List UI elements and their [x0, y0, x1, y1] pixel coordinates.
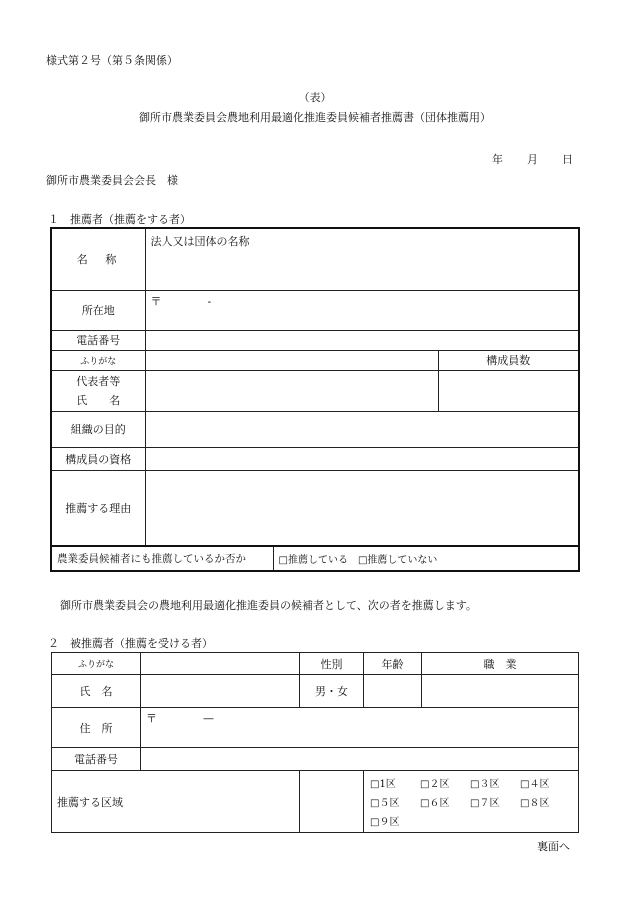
purpose-field[interactable] — [145, 411, 579, 447]
district-spacer — [300, 771, 364, 833]
rep-furigana-field[interactable] — [145, 350, 438, 370]
nominee-postal-dash: — — [203, 712, 214, 725]
nominee-furigana-label: ふりがな — [52, 653, 141, 675]
sex-label: 性別 — [300, 653, 364, 675]
members-label: 構成員数 — [438, 350, 579, 370]
addressee: 御所市農業委員会会長 様 — [46, 174, 178, 187]
section2-heading: ２ 被推薦者（推薦を受ける者） — [48, 637, 213, 650]
recommender-table — [50, 227, 580, 572]
postal-mark: 〒 — [150, 294, 162, 308]
sex-options[interactable]: 男・女 — [300, 675, 364, 708]
form-number: 様式第２号（第５条関係） — [46, 54, 178, 67]
nominee-address-label: 住 所 — [52, 708, 141, 748]
nominee-phone-field[interactable] — [141, 748, 579, 771]
nominee-phone-label: 電話番号 — [52, 748, 141, 771]
dual-recommendation-label: 農業委員候補者にも推薦しているか否か — [51, 546, 273, 571]
side-indicator: （表） — [298, 91, 332, 104]
qualification-field[interactable] — [145, 447, 579, 470]
district-9-checkbox[interactable]: □９区 — [370, 817, 400, 828]
occupation-label: 職 業 — [422, 653, 579, 675]
recommendation-statement: 御所市農業委員会の農地利用最適化推進委員の候補者として、次の者を推薦します。 — [60, 599, 477, 612]
representative-name-field[interactable] — [145, 370, 438, 411]
representative-label — [51, 370, 145, 411]
district-options — [364, 771, 579, 833]
nominee-address-field[interactable] — [141, 708, 579, 748]
district-label: 推薦する区域 — [52, 771, 300, 833]
district-1-checkbox[interactable]: □1区 — [370, 779, 396, 790]
postal-dash: - — [207, 294, 212, 308]
reason-label: 推薦する理由 — [51, 470, 145, 546]
district-2-checkbox[interactable]: □２区 — [420, 779, 450, 790]
nominee-furigana-field[interactable] — [141, 653, 300, 675]
furigana-label: ふりがな — [51, 350, 145, 370]
district-8-checkbox[interactable]: □８区 — [520, 798, 550, 809]
name-field[interactable] — [145, 228, 579, 290]
district-checkbox-grid — [364, 772, 578, 831]
age-field[interactable] — [364, 675, 422, 708]
address-label: 所在地 — [51, 290, 145, 330]
nominee-postal-mark: 〒 — [146, 712, 157, 725]
dual-recommendation-options[interactable]: □推薦している □推薦していない — [273, 546, 579, 571]
district-5-checkbox[interactable]: □５区 — [370, 798, 400, 809]
name-label: 名 称 — [51, 228, 145, 290]
nominee-name-field[interactable] — [141, 675, 300, 708]
nominee-table — [51, 652, 579, 833]
page-title: 御所市農業委員会農地利用最適化推進委員候補者推薦書（団体推薦用） — [139, 111, 491, 124]
next-page-note: 裏面へ — [537, 840, 570, 853]
qualification-label: 構成員の資格 — [51, 447, 145, 470]
date-year: 年 — [492, 153, 503, 166]
district-6-checkbox[interactable]: □６区 — [420, 798, 450, 809]
district-4-checkbox[interactable]: □４区 — [520, 779, 550, 790]
age-label: 年齢 — [364, 653, 422, 675]
date-day: 日 — [562, 153, 573, 166]
date-month: 月 — [527, 153, 538, 166]
name-hint: 法人又は団体の名称 — [150, 235, 250, 248]
district-3-checkbox[interactable]: □３区 — [470, 779, 500, 790]
representative-label-line2: 氏 名 — [76, 393, 121, 407]
purpose-label: 組織の目的 — [51, 411, 145, 447]
section1-heading: １ 推薦者（推薦をする者） — [48, 213, 191, 226]
representative-label-line1: 代表者等 — [76, 374, 121, 388]
address-field[interactable] — [145, 290, 579, 330]
reason-field[interactable] — [145, 470, 579, 546]
district-7-checkbox[interactable]: □７区 — [470, 798, 500, 809]
phone-label: 電話番号 — [51, 330, 145, 350]
occupation-field[interactable] — [422, 675, 579, 708]
phone-field[interactable] — [145, 330, 579, 350]
members-count-field[interactable] — [438, 370, 579, 411]
nominee-name-label: 氏 名 — [52, 675, 141, 708]
